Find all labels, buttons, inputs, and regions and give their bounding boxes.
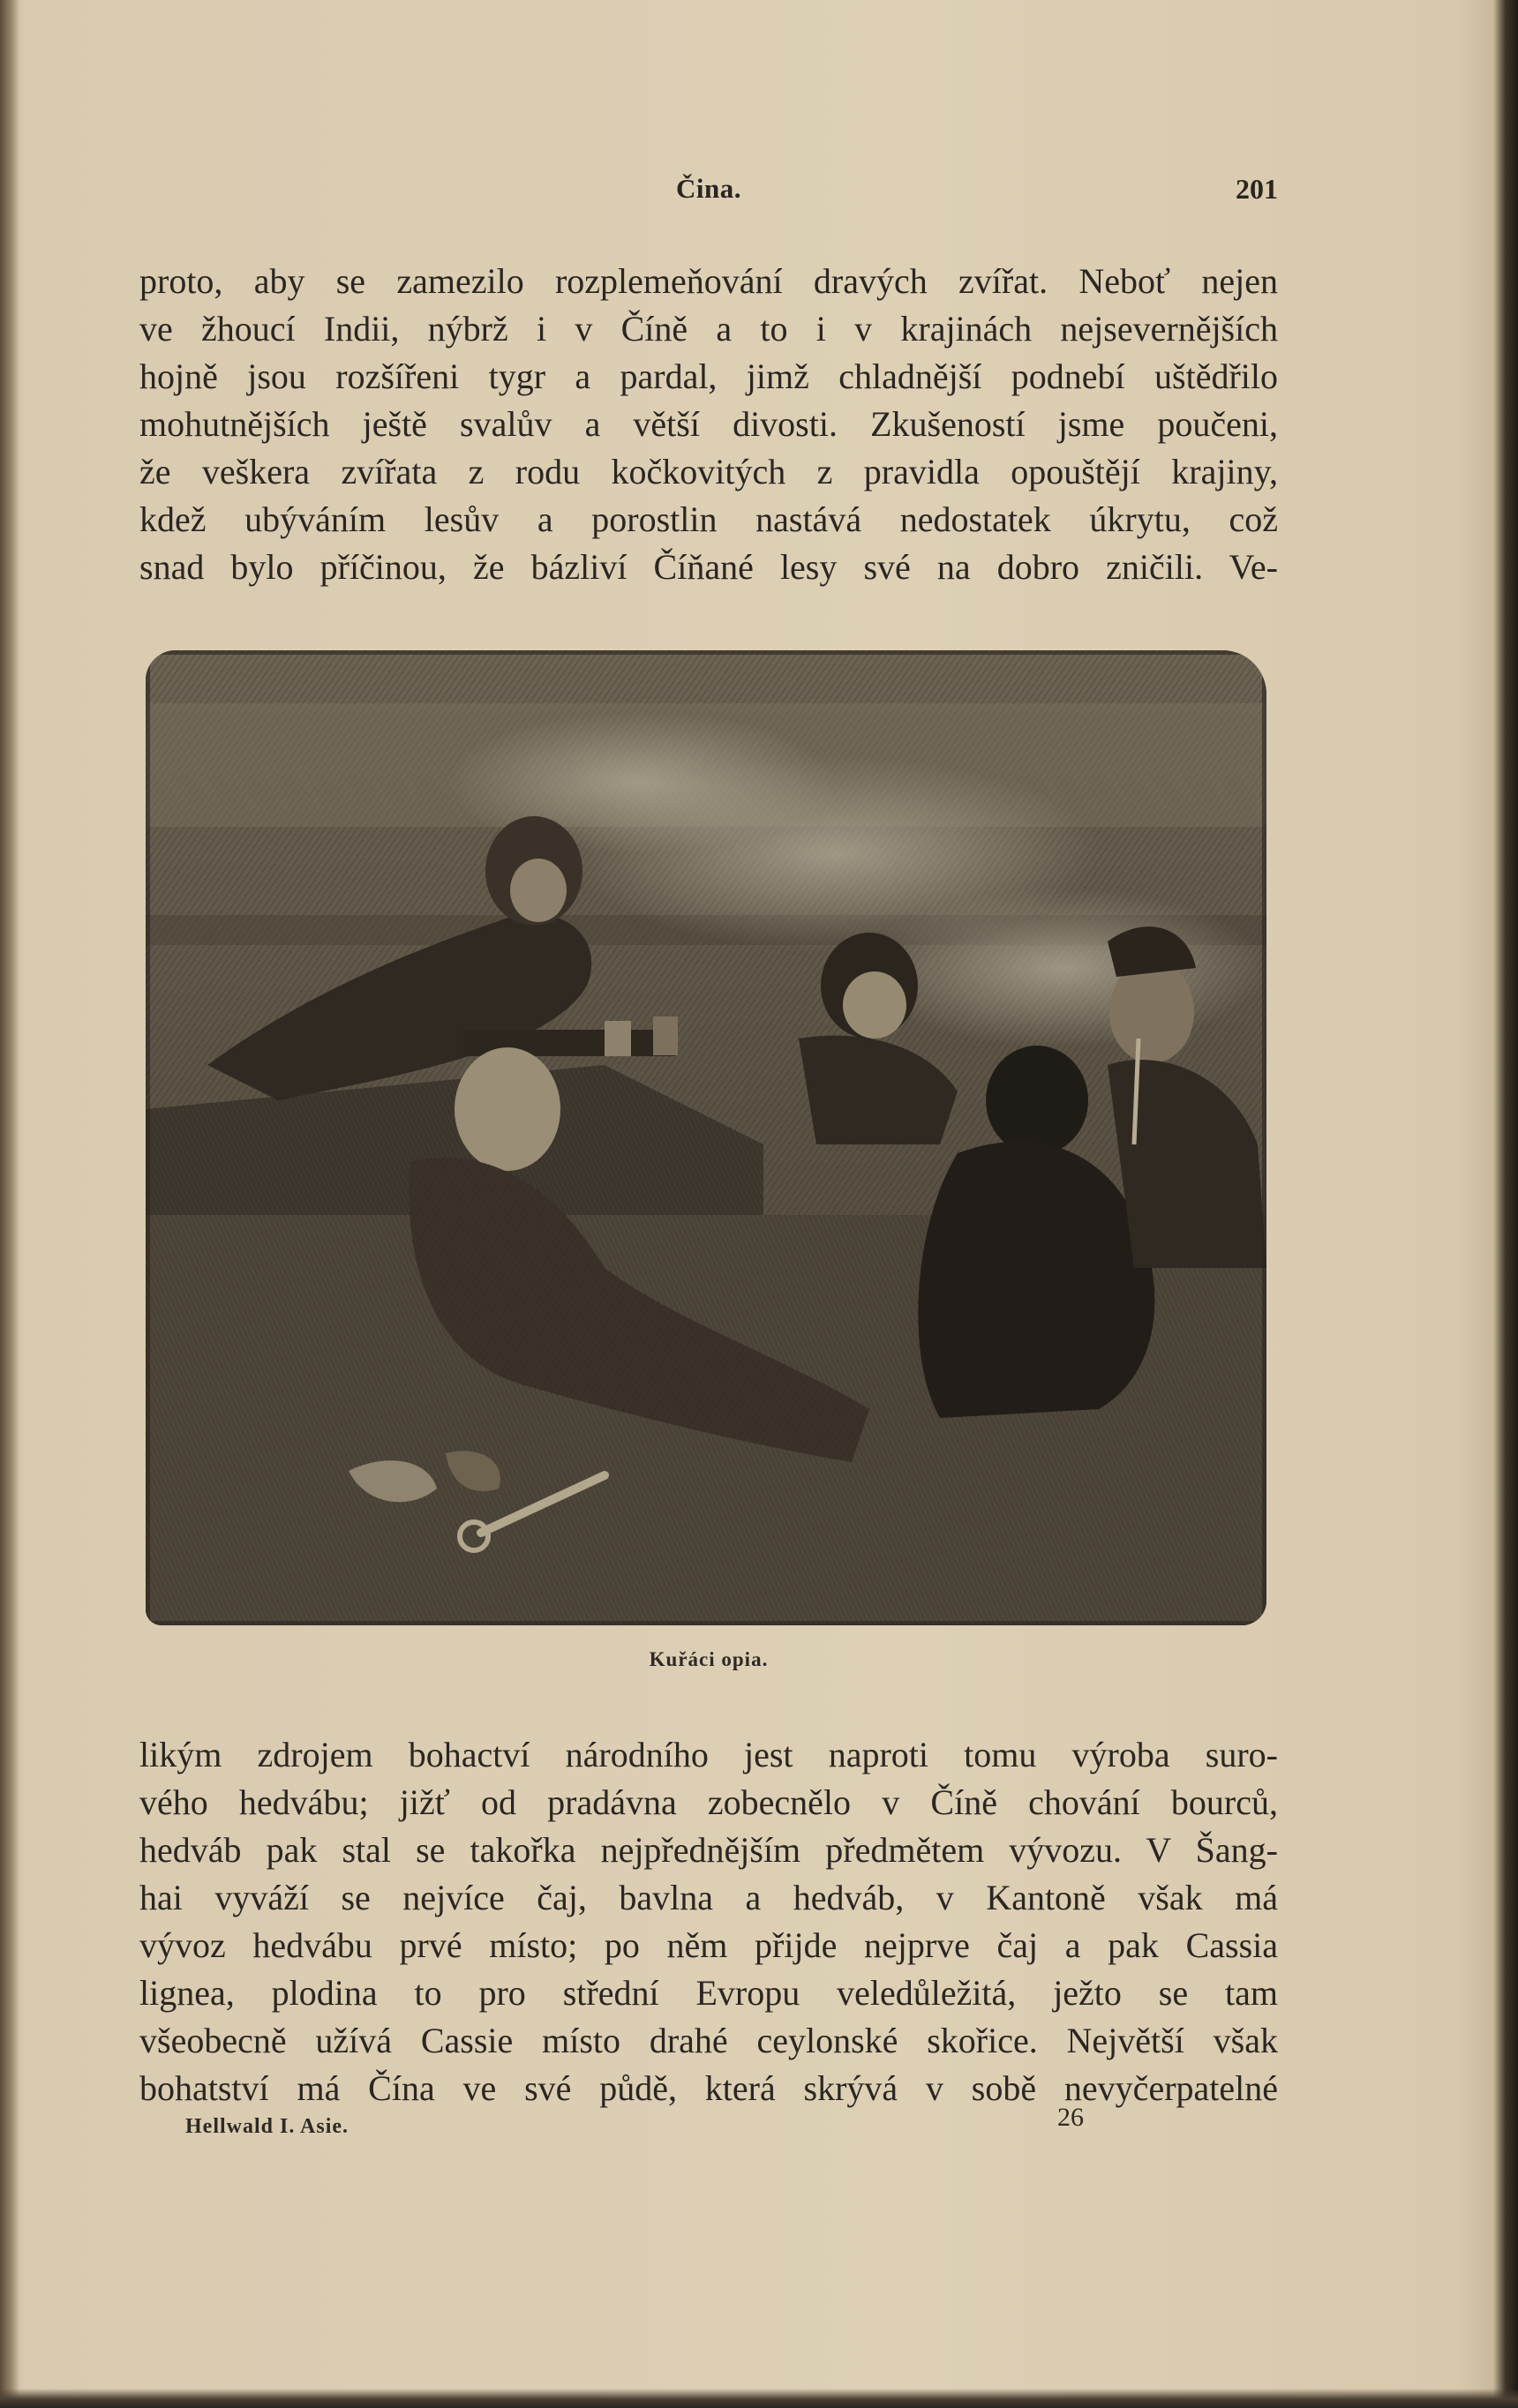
- printer-signature: Hellwald I. Asie.: [185, 2115, 349, 2138]
- text-line: proto, aby se zamezilo rozplemeňování dravých zvířat. Neboť nejen: [139, 261, 1278, 301]
- page-footer: [185, 2103, 1103, 2138]
- engraving-opium-smokers: [146, 650, 1266, 1625]
- paragraph-top: [139, 258, 1278, 591]
- page-number: 201: [1236, 173, 1278, 205]
- running-title: Čina.: [676, 173, 741, 204]
- text-line: vého hedvábu; jižť od pradávna zobecnělo v Číně chování bourců,: [139, 1782, 1278, 1822]
- figure-caption: Kuřáci opia.: [649, 1648, 769, 1670]
- text-line: snad bylo příčinou, že bázliví Číňané lesy své na dobro zničili. Ve-: [139, 547, 1278, 587]
- text-line: kdež ubýváním lesův a porostlin nastává nedostatek úkrytu, což: [139, 499, 1278, 539]
- text-line: všeobecně užívá Cassie místo drahé ceylonské skořice. Největší však: [139, 2021, 1278, 2060]
- text-line: hai vyváží se nejvíce čaj, bavlna a hedváb, v Kantoně však má: [139, 1878, 1278, 1917]
- text-line: lignea, plodina to pro střední Evropu veledůležitá, ježto se tam: [139, 1973, 1278, 2013]
- sheet-number: 26: [1057, 2103, 1084, 2132]
- text-line: hedváb pak stal se takořka nejpřednějším předmětem vývozu. V Šang-: [139, 1830, 1278, 1870]
- page-bottom-shadow: [0, 2389, 1518, 2408]
- text-line: bohatství má Čína ve své půdě, která skrývá v sobě nevyčerpatelné: [139, 2068, 1278, 2108]
- text-line: mohutnějších ještě svalův a větší divosti. Zkušeností jsme poučeni,: [139, 404, 1278, 444]
- text-line: vývoz hedvábu prvé místo; po něm přijde nejprve čaj a pak Cassia: [139, 1925, 1278, 1965]
- text-line: hojně jsou rozšířeni tygr a pardal, jimž chladnější podnebí uštědřilo: [139, 356, 1278, 396]
- engraving-illustration: [146, 650, 1266, 1625]
- paragraph-bottom: [139, 1731, 1278, 2112]
- text-line: likým zdrojem bohactví národního jest naproti tomu výroba suro-: [139, 1735, 1278, 1774]
- page-edge-shadow: [1493, 0, 1518, 2408]
- running-head: [139, 173, 1278, 215]
- text-line: ve žhoucí Indii, nýbrž i v Číně a to i v krajinách nejsevernějších: [139, 309, 1278, 349]
- binding-shadow: [0, 0, 19, 2408]
- text-line: že veškera zvířata z rodu kočkovitých z pravidla opouštějí krajiny,: [139, 452, 1278, 491]
